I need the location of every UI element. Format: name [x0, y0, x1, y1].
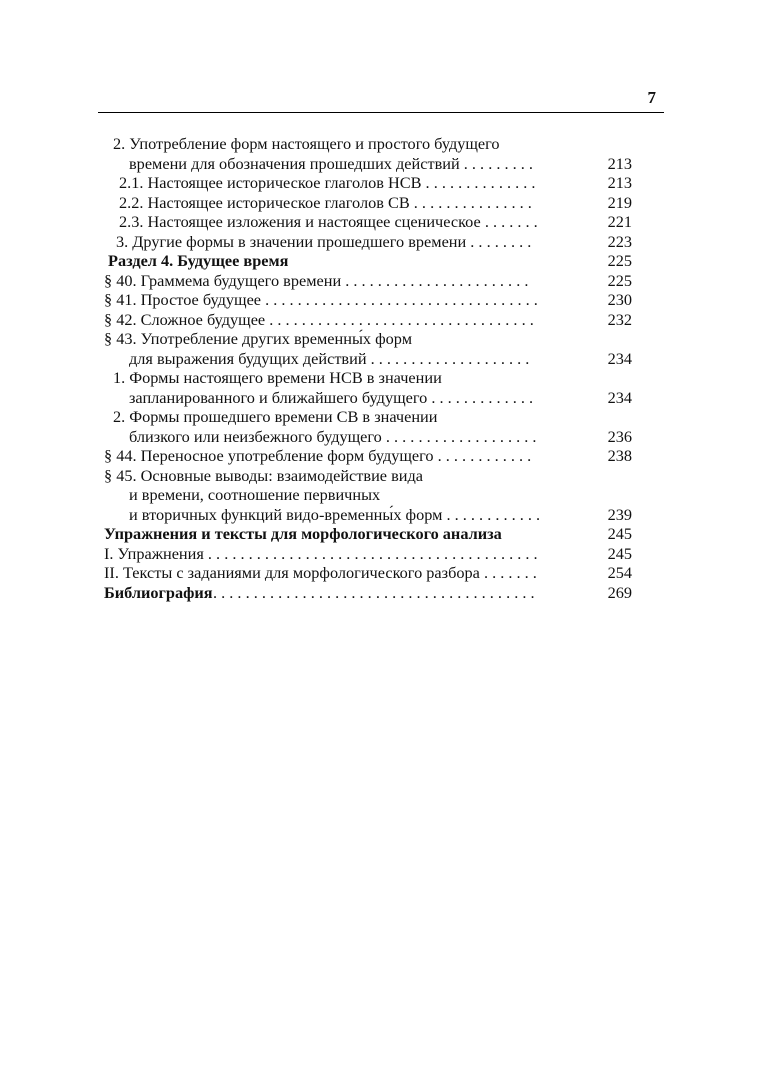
toc-entry-title: Раздел 4. Будущее время: [108, 251, 289, 270]
toc-entry-title: запланированного и ближайшего будущего . . . . . . . . . . . . .: [129, 387, 534, 407]
toc-entry-title: § 45. Основные выводы: взаимодействие вида: [104, 465, 424, 485]
toc-entry: [104, 154, 632, 174]
toc-entry: [104, 310, 632, 330]
toc-entry-page: 254: [607, 563, 632, 582]
toc-entry-title: 1. Формы настоящего времени НСВ в значении: [113, 368, 442, 387]
toc-entry-title: для выражения будущих действий . . . . . . . . . . . . . . . . . . . .: [129, 348, 530, 368]
toc-entry: [104, 485, 632, 505]
toc-entry: [104, 212, 632, 232]
toc-entry-page: 225: [607, 251, 632, 270]
toc-entry: [104, 524, 632, 544]
toc-entry-page: 232: [607, 309, 632, 329]
toc-entry-page: 213: [607, 173, 632, 192]
toc-entry-page: 223: [607, 231, 632, 251]
toc-entry-page: 225: [607, 270, 632, 290]
toc-entry-page: 236: [607, 426, 632, 446]
toc-entry: [104, 290, 632, 310]
page-number: 7: [647, 88, 656, 107]
toc-entry-page: 221: [607, 212, 632, 231]
toc-entry-title: § 44. Переносное употребление форм будущего . . . . . . . . . . . .: [104, 446, 532, 465]
toc-entry: [104, 466, 632, 486]
toc-entry: [104, 271, 632, 291]
toc-entry-title: § 40. Граммема будущего времени . . . . . . . . . . . . . . . . . . . . . . .: [104, 270, 529, 290]
toc-entry: [104, 388, 632, 408]
toc-entry-title: Библиография: [104, 582, 213, 602]
toc-entry-title: 2.2. Настоящее историческое глаголов СВ . . . . . . . . . . . . . . .: [119, 192, 532, 212]
toc-entry-title: 2. Формы прошедшего времени СВ в значении: [113, 407, 438, 426]
toc-entry-title: 2. Употребление форм настоящего и простого будущего: [113, 134, 500, 153]
toc-entry-title: I. Упражнения . . . . . . . . . . . . . . . . . . . . . . . . . . . . . . . . . . . . . . . . .: [104, 543, 538, 563]
toc-entry: [104, 505, 632, 525]
toc-entry-title: времени для обозначения прошедших действий . . . . . . . . .: [129, 153, 533, 173]
toc-entry: [104, 173, 632, 193]
toc-entry: [104, 232, 632, 252]
toc-entry: [104, 134, 632, 154]
toc-entry-title: Упражнения и тексты для морфологического анализа: [104, 524, 502, 543]
toc-entry-page: 269: [607, 582, 632, 602]
toc-entry: [104, 563, 632, 583]
toc-entry: [104, 544, 632, 564]
toc-entry-title: § 43. Употребление других временны́х форм: [104, 329, 412, 348]
toc-entry-page: 230: [607, 290, 632, 309]
toc-entry-page: 213: [607, 153, 632, 173]
toc-entry: [104, 427, 632, 447]
toc-entry-title: близкого или неизбежного будущего . . . . . . . . . . . . . . . . . . .: [129, 426, 537, 446]
toc-entry: [104, 446, 632, 466]
toc-entry-page: 234: [607, 348, 632, 368]
toc-entry-page: 219: [607, 192, 632, 212]
toc-entry: [104, 251, 632, 271]
toc-entry-page: 234: [607, 387, 632, 407]
toc-entry: [104, 368, 632, 388]
toc-entry: [104, 329, 632, 349]
toc-entry-title: II. Тексты с заданиями для морфологического разбора . . . . . . .: [104, 563, 537, 582]
table-of-contents: [104, 134, 632, 602]
toc-entry-page: 239: [607, 504, 632, 524]
header-rule: [98, 112, 664, 113]
toc-entry-title: § 41. Простое будущее . . . . . . . . . . . . . . . . . . . . . . . . . . . . . . . . . .: [104, 290, 538, 309]
toc-entry-title: и времени, соотношение первичных: [129, 485, 381, 504]
toc-entry-page: 238: [607, 446, 632, 465]
toc-entry-leader: . . . . . . . . . . . . . . . . . . . . . . . . . . . . . . . . . . . . . . . .: [213, 582, 535, 602]
toc-entry: [104, 193, 632, 213]
toc-entry: [104, 583, 632, 603]
toc-entry: [104, 349, 632, 369]
toc-entry-page: 245: [607, 524, 632, 543]
toc-entry-page: 245: [607, 543, 632, 563]
toc-entry-title: 3. Другие формы в значении прошедшего времени . . . . . . . .: [116, 231, 532, 251]
toc-entry-title: 2.3. Настоящее изложения и настоящее сценическое . . . . . . .: [119, 212, 538, 231]
toc-entry-title: и вторичных функций видо-временны́х форм . . . . . . . . . . . .: [129, 504, 541, 524]
toc-entry: [104, 407, 632, 427]
toc-entry-title: 2.1. Настоящее историческое глаголов НСВ . . . . . . . . . . . . . .: [119, 173, 536, 192]
toc-entry-title: § 42. Сложное будущее . . . . . . . . . . . . . . . . . . . . . . . . . . . . . . . . .: [104, 309, 534, 329]
